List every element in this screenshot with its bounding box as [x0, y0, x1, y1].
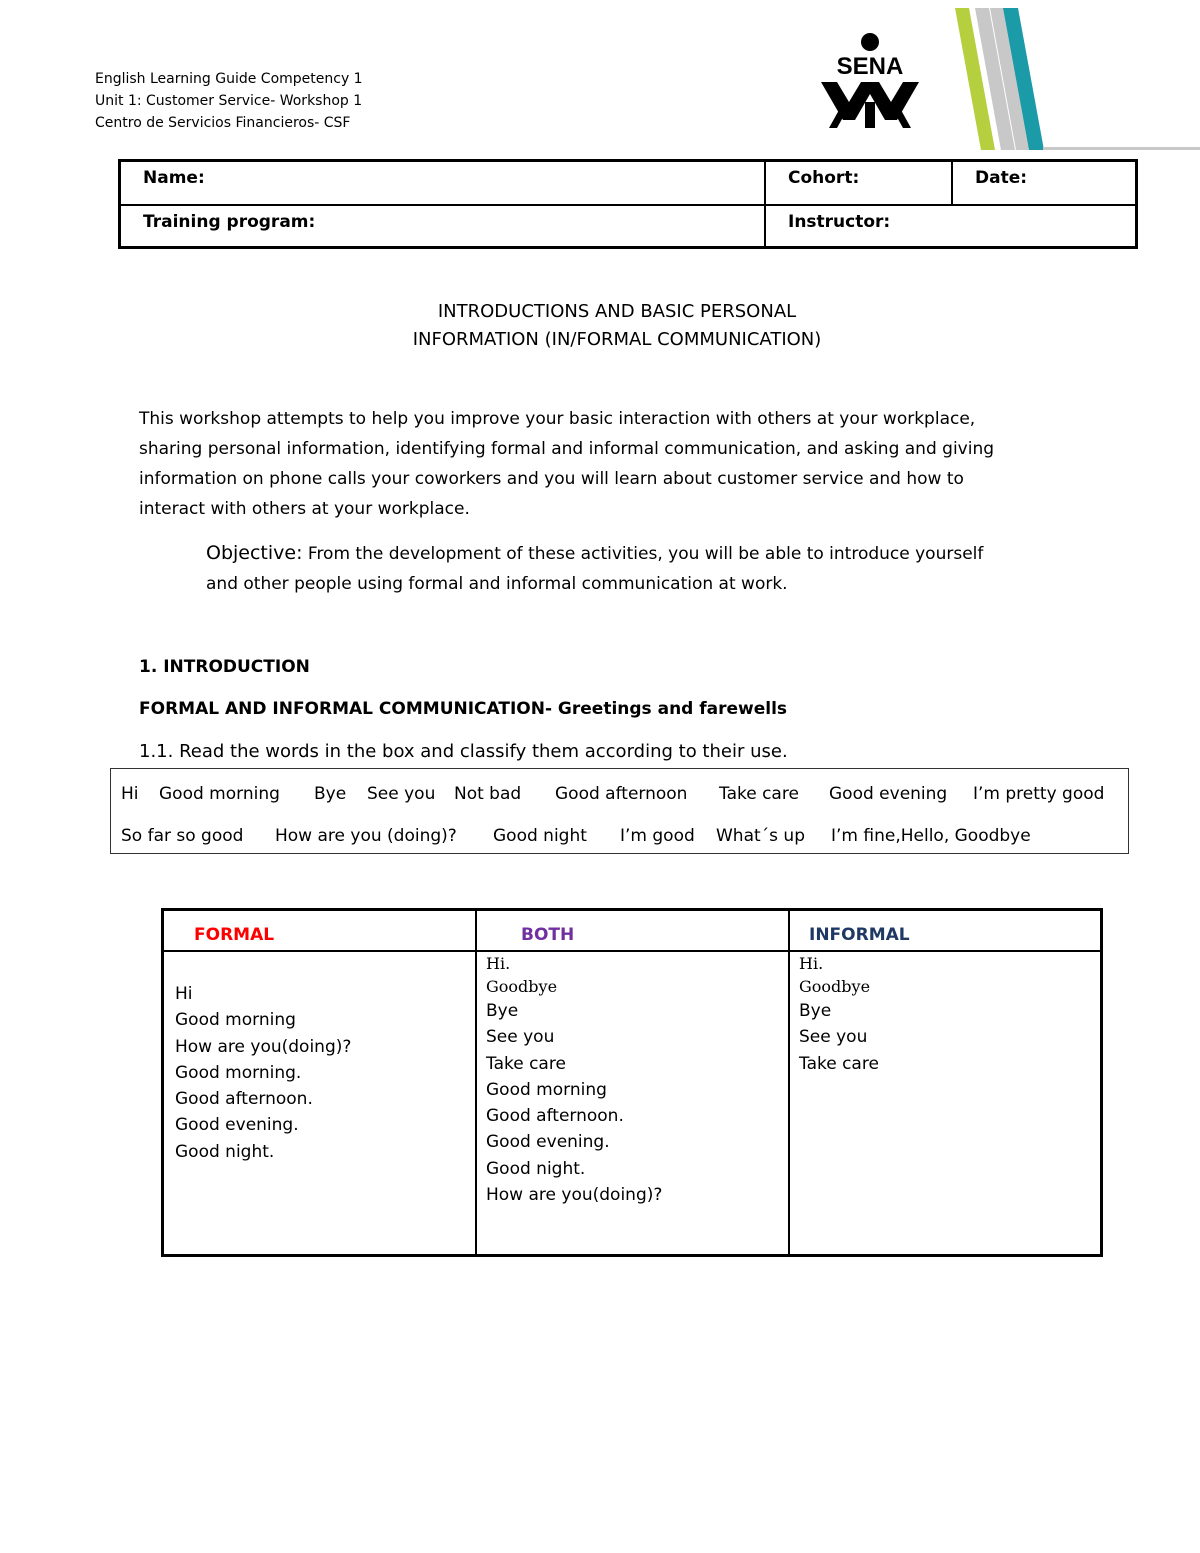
intro-line: This workshop attempts to help you improve your basic interaction with others at your workplace,: [139, 409, 976, 429]
name-field[interactable]: [121, 162, 764, 204]
objective-label: Objective:: [206, 542, 303, 564]
instructor-field[interactable]: [766, 206, 1135, 246]
student-info-table: [118, 159, 1138, 249]
objective-text-1: From the development of these activities, you will be able to introduce yourself: [302, 544, 984, 564]
training-program-label: Training program:: [143, 212, 316, 232]
informal-entry: Bye: [799, 1001, 832, 1021]
center-name: Centro de Servicios Financieros- CSF: [95, 115, 351, 131]
objective-text-2: and other people using formal and informal communication at work.: [206, 574, 788, 594]
word-item: How are you (doing)?: [275, 826, 457, 846]
formal-entry: How are you(doing)?: [175, 1036, 352, 1057]
both-entry: Good morning: [486, 1079, 607, 1100]
word-item: I’m fine,Hello, Goodbye: [831, 826, 1031, 846]
word-item: Good afternoon: [555, 784, 688, 804]
both-entry: See you: [486, 1027, 555, 1048]
exercise-instruction: 1.1. Read the words in the box and classify them according to their use.: [139, 741, 788, 762]
formal-entry: Good evening.: [175, 1115, 299, 1136]
formal-column[interactable]: [175, 981, 351, 1165]
date-label: Date:: [975, 168, 1028, 188]
both-entry: Good night.: [486, 1158, 586, 1179]
word-box: [110, 768, 1129, 854]
formal-header: FORMAL: [194, 925, 275, 945]
word-item: What´s up: [716, 826, 805, 846]
formal-entry: Good morning.: [175, 1062, 302, 1083]
page-title-line-1: INTRODUCTIONS AND BASIC PERSONAL: [437, 301, 797, 322]
sena-logo: [815, 30, 925, 135]
both-entry: How are you(doing)?: [486, 1185, 663, 1206]
formal-entry: Good afternoon.: [175, 1089, 313, 1110]
informal-header: INFORMAL: [809, 925, 910, 945]
word-item: I’m pretty good: [973, 784, 1105, 804]
page-title-line-2: INFORMATION (IN/FORMAL COMMUNICATION): [412, 329, 822, 350]
decorative-stripes: [945, 0, 1200, 150]
section-subheading: FORMAL AND INFORMAL COMMUNICATION- Greetings and farewells: [139, 699, 788, 719]
intro-line: interact with others at your workplace.: [139, 499, 470, 519]
informal-entry: Hi.: [799, 954, 824, 973]
intro-line: sharing personal information, identifying formal and informal communication, and asking and giving: [139, 439, 995, 459]
intro-paragraph: [139, 404, 1039, 524]
both-entry: Good evening.: [486, 1132, 610, 1153]
name-label: Name:: [143, 168, 205, 188]
cohort-label: Cohort:: [788, 168, 860, 188]
training-program-field[interactable]: [121, 206, 764, 246]
word-item: See you: [367, 784, 436, 804]
word-item: Take care: [719, 784, 799, 804]
informal-entry: Goodbye: [799, 977, 871, 996]
objective-block: [206, 538, 1056, 599]
both-column[interactable]: [486, 952, 662, 1208]
word-item: I’m good: [620, 826, 695, 846]
instructor-label: Instructor:: [788, 212, 891, 232]
word-item: So far so good: [121, 826, 244, 846]
date-field[interactable]: [953, 162, 1135, 204]
formal-entry: Good night.: [175, 1141, 275, 1162]
section-heading: 1. INTRODUCTION: [139, 657, 310, 677]
unit-title: Unit 1: Customer Service- Workshop 1: [95, 93, 363, 109]
informal-entry: Take care: [799, 1053, 879, 1074]
both-entry: Take care: [486, 1053, 566, 1074]
informal-column[interactable]: [799, 952, 879, 1077]
word-item: Bye: [314, 784, 347, 804]
word-item: Good evening: [829, 784, 948, 804]
both-header: BOTH: [521, 925, 575, 945]
classification-table: [161, 908, 1103, 1257]
cohort-field[interactable]: [766, 162, 951, 204]
word-item: Not bad: [454, 784, 522, 804]
guide-title: English Learning Guide Competency 1: [95, 71, 363, 87]
word-item: Good night: [493, 826, 587, 846]
both-entry: Hi.: [486, 954, 511, 973]
both-entry: Good afternoon.: [486, 1106, 624, 1127]
word-item: Good morning: [159, 784, 280, 804]
word-item: Hi: [121, 784, 139, 804]
formal-entry: Good morning: [175, 1010, 296, 1031]
logo-text: SENA: [836, 53, 904, 80]
both-entry: Bye: [486, 1001, 519, 1021]
formal-entry: Hi: [175, 984, 193, 1004]
intro-line: information on phone calls your coworkers and you will learn about customer service and how to: [139, 469, 964, 489]
both-entry: Goodbye: [486, 977, 558, 996]
informal-entry: See you: [799, 1027, 868, 1048]
